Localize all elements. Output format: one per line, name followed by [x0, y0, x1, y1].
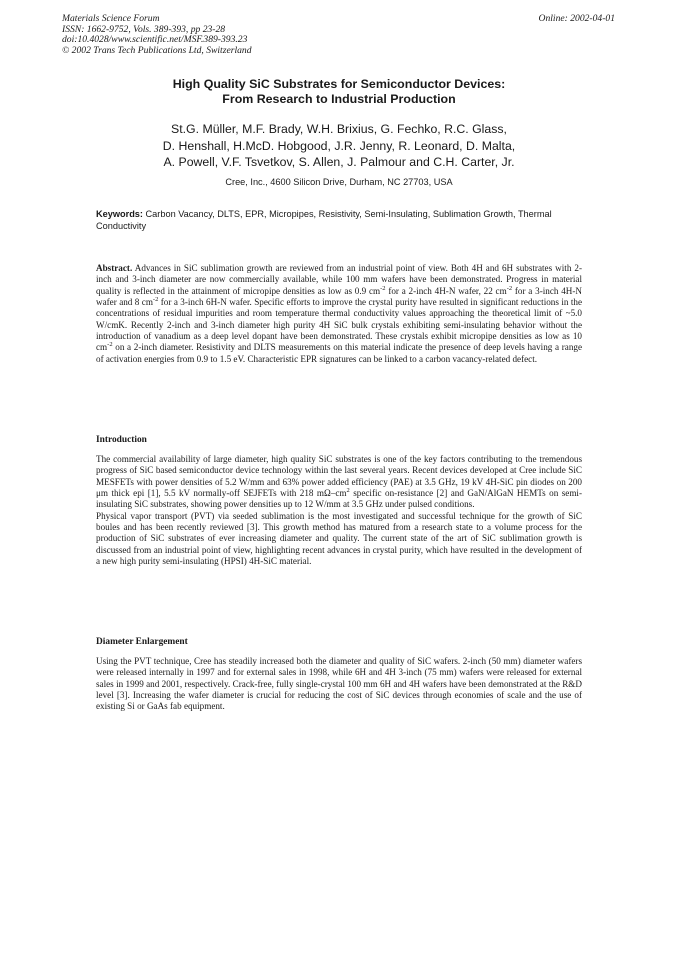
abstract-text-4: for a 3-inch 6H-N wafer. Specific efforts to improve the crystal purity have resulted in significant reductions in the concentrations of residual impurities and room temperature thermal conductivity values approaching the theoretical limit of ~5.0 W/cmK. Recently 2-inch and 3-inch diameter high purity 4H SiC bulk crystals exhibiting semi-insulating behavior without the introduction of vanadium as a deep level dopant have been demonstrated. These crystals exhibit micropipe densities as low as 10 cm — [96, 297, 582, 353]
abstract-label: Abstract. — [96, 263, 133, 273]
intro-p1-sup: 2 — [346, 486, 350, 494]
section-heading-introduction: Introduction — [96, 435, 147, 445]
journal-header — [62, 14, 382, 56]
abstract-text-1: Advances in SiC sublimation growth are reviewed from an industrial point of view. Both 4H and 6H substrates with 2-inch and 3-inch diameter are now commercially available, while 100 mm wafers have been demonstrated. Progress in material quality is reflected in the attainment of micropipe densities as low as 0.9 cm — [96, 263, 582, 296]
abstract-text-2: for a 2-inch 4H-N wafer, 22 cm — [385, 285, 507, 296]
title-line-1: High Quality SiC Substrates for Semiconductor Devices: — [172, 77, 506, 91]
keywords-label: Keywords: — [96, 209, 143, 219]
abstract-sup-4: -2 — [107, 341, 113, 349]
diameter-paragraph-1: Using the PVT technique, Cree has steadily increased both the diameter and quality of SiC wafers. 2-inch (50 mm) diameter wafers were released internally in 1997 and for external sales in 1998, while 6H and 4H 3-inch (75 mm) wafers were released for external sales in 1999 and 2001, respectively. Crack-free, fully single-crystal 100 mm 6H and 4H wafers have been demonstrated at the R&D level [3]. Increasing the wafer diameter is crucial for reducing the cost of SiC devices through economies of scale and the use of existing Si or GaAs fab equipment. — [96, 656, 582, 712]
section-heading-diameter: Diameter Enlargement — [96, 637, 188, 647]
affiliation: Cree, Inc., 4600 Silicon Drive, Durham, NC 27703, USA — [225, 177, 453, 187]
introduction-body — [96, 454, 582, 567]
abstract-sup-1: -2 — [380, 284, 386, 292]
journal-name: Materials Science Forum — [62, 13, 160, 24]
paper-title — [60, 77, 618, 108]
doi-line: doi:10.4028/www.scientific.net/MSF.389-393.23 — [62, 34, 248, 46]
abstract-text-5: on a 2-inch diameter. Resistivity and DLTS measurements on this material indicate the presence of deep levels having a range of activation energies from 0.9 to 1.5 eV. Characteristic EPR signatures can be linked to a carbon vacancy-related defect. — [96, 342, 582, 364]
title-line-2: From Research to Industrial Production — [222, 92, 456, 107]
intro-paragraph-1 — [96, 454, 582, 511]
abstract — [96, 263, 582, 365]
keywords-text: Carbon Vacancy, DLTS, EPR, Micropipes, Resistivity, Semi-Insulating, Sublimation Growth, Thermal Conductivity — [96, 209, 552, 232]
issn-line: ISSN: 1662-9752, Vols. 389-393, pp 23-28 — [62, 23, 226, 35]
authors-line-2: D. Henshall, H.McD. Hobgood, J.R. Jenny, R. Leonard, D. Malta, — [162, 138, 516, 153]
online-date: Online: 2002-04-01 — [538, 13, 615, 24]
abstract-text-3: for a 3-inch 4H-N wafer and 8 cm — [96, 285, 582, 308]
intro-p1-text-a: The commercial availability of large diameter, high quality SiC substrates is one of the key factors contributing to the tremendous progress of SiC based semiconductor device technology within the last several years. Recent devices developed at Cree include SiC MESFETs with power densities of 5.2 W/mm and 63% power added efficiency (PAE) at 3.5 GHz, 19 kV 4H-SiC pin diodes on 200 μm thick epi [1], 5.5 kV normally-off SEJFETs with 218 mΩ–cm — [96, 454, 582, 499]
intro-paragraph-2: Physical vapor transport (PVT) via seeded sublimation is the most investigated and successful technique for the growth of SiC boules and has been recently reviewed [3]. This growth method has matured from a research state to a volume process for the production of SiC substrates of ever increasing diameter and quality. The current state of the art of SiC sublimation growth is discussed from an industrial point of view, highlighting recent advances in crystal purity, which have resulted in the development of a new high purity semi-insulating (HPSI) 4H-SiC material. — [96, 510, 582, 567]
copyright-line: © 2002 Trans Tech Publications Ltd, Switzerland — [62, 44, 252, 56]
authors-line-1: St.G. Müller, M.F. Brady, W.H. Brixius, G. Fechko, R.C. Glass, — [171, 122, 507, 136]
keywords — [96, 208, 566, 232]
abstract-sup-2: -2 — [506, 284, 513, 292]
diameter-body — [96, 656, 582, 713]
author-list — [60, 121, 618, 171]
authors-line-3: A. Powell, V.F. Tsvetkov, S. Allen, J. Palmour and C.H. Carter, Jr. — [163, 155, 515, 170]
abstract-sup-3: -2 — [152, 295, 159, 303]
intro-p1-text-b: specific on-resistance [2] and GaN/AlGaN HEMTs on semi-insulating SiC substrates, showing power densities up to 12 W/mm at 3.5 GHz under pulsed conditions. — [96, 488, 582, 510]
